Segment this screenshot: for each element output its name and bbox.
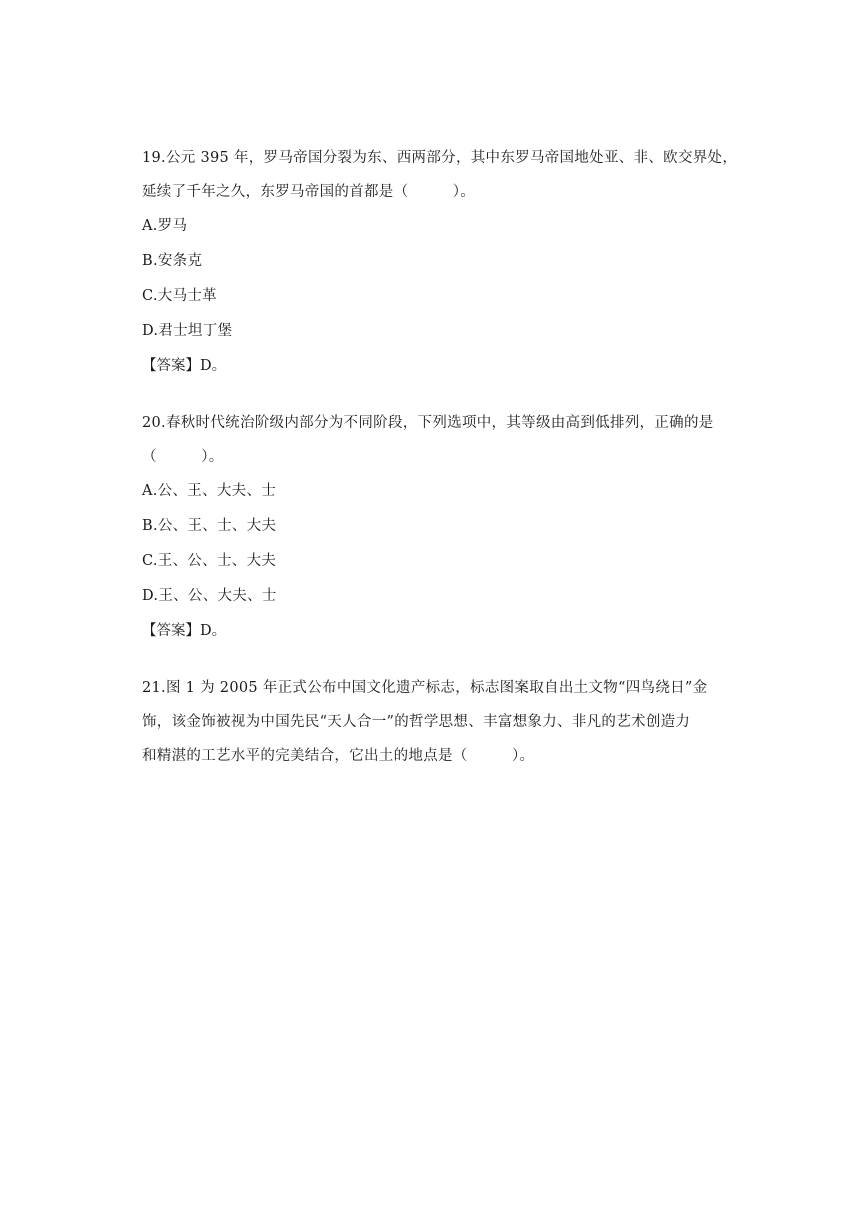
option-c: C.大马士革 (142, 288, 217, 304)
option-d: D.君士坦丁堡 (142, 323, 233, 339)
stem-line: 19.公元 395 年，罗马帝国分裂为东、西两部分，其中东罗马帝国地处亚、非、欧交界处， (142, 150, 738, 166)
question-19 (142, 141, 738, 384)
stem-line: 延续了千年之久，东罗马帝国的首都是（ ）。 (142, 184, 476, 200)
option-b: B.公、王、士、大夫 (142, 518, 277, 534)
stem-line: （ ）。 (142, 449, 224, 465)
stem-line: 20.春秋时代统治阶级内部分为不同阶段，下列选项中，其等级由高到低排列，正确的是 (142, 415, 714, 431)
question-stem (142, 141, 738, 209)
question-stem (142, 671, 727, 773)
answer-line: 【答案】D。 (142, 623, 227, 639)
stem-line: 和精湛的工艺水平的完美结合，它出土的地点是（ ）。 (142, 748, 535, 764)
document-page (142, 141, 738, 773)
stem-line: 饰，该金饰被视为中国先民“天人合一”的哲学思想、丰富想象力、非凡的艺术创造力 (142, 714, 691, 730)
option-a: A.公、王、大夫、士 (142, 483, 277, 499)
question-21 (142, 671, 727, 773)
question-20 (142, 406, 727, 649)
question-stem (142, 406, 727, 474)
option-b: B.安条克 (142, 253, 203, 269)
option-c: C.王、公、士、大夫 (142, 553, 277, 569)
answer-line: 【答案】D。 (142, 358, 227, 374)
stem-line: 21.图 1 为 2005 年正式公布中国文化遗产标志，标志图案取自出土文物“四鸟绕日”金 (142, 680, 708, 696)
option-a: A.罗马 (142, 218, 188, 234)
option-d: D.王、公、大夫、士 (142, 588, 277, 604)
